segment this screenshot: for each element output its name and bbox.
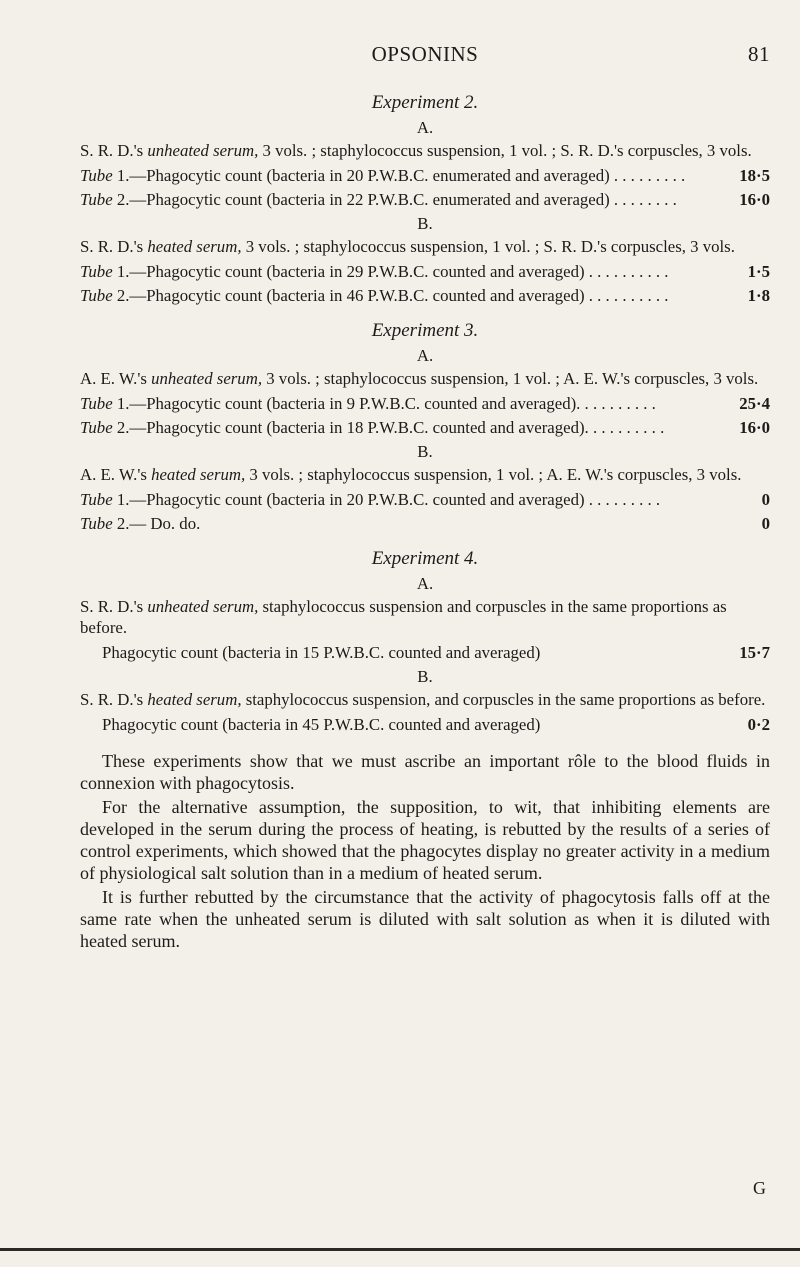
exp4-a-intro-em: unheated serum, [147, 597, 259, 616]
body-paragraph-2: For the alternative assumption, the supposition, to wit, that inhibiting elements are developed in the serum during the process of heating, is rebutted by the results of a series of control experiments, which showed that the phagocytes display no greater activity in a medium of physiological salt solution than in a medium of heated serum. [80, 797, 770, 883]
experiment-3-title: Experiment 3. [371, 320, 479, 341]
tube-label: Tube [80, 514, 113, 533]
tube-label: Tube [80, 418, 113, 437]
exp2-a-intro [80, 140, 770, 161]
tube-value: 16·0 [739, 418, 770, 437]
exp3-b-intro-em: heated serum, [151, 465, 246, 484]
count-text: Phagocytic count (bacteria in 45 P.W.B.C. counted and averaged) [102, 715, 541, 734]
exp2-b-intro-prefix: S. R. D.'s [80, 237, 148, 256]
tube-text: 1.—Phagocytic count (bacteria in 29 P.W.B.C. counted and averaged) . . . . . . . . . . [112, 262, 669, 281]
exp4-b-intro-rest: staphylococcus suspension, and corpuscles in the same proportions as before. [241, 690, 766, 709]
exp3-b-tube-2 [80, 513, 770, 534]
tube-value: 1·8 [747, 286, 770, 305]
tube-text: 2.—Phagocytic count (bacteria in 18 P.W.B.C. counted and averaged). . . . . . . . . . [112, 418, 665, 437]
running-head-title: OPSONINS [371, 42, 479, 66]
page-bottom-edge [0, 1248, 800, 1251]
tube-value: 0 [761, 514, 770, 533]
exp4-b-count [80, 714, 770, 735]
exp2-a-intro-prefix: S. R. D.'s [80, 141, 148, 160]
exp3-section-a-label: A. [416, 346, 434, 365]
exp3-a-intro [80, 368, 770, 389]
exp3-a-intro-rest: 3 vols. ; staphylococcus suspension, 1 vol. ; A. E. W.'s corpuscles, 3 vols. [262, 369, 759, 388]
exp3-a-intro-prefix: A. E. W.'s [80, 369, 152, 388]
tube-label: Tube [80, 166, 113, 185]
exp3-section-b-label: B. [417, 442, 433, 461]
exp2-a-intro-text [80, 140, 770, 161]
running-head [80, 42, 770, 72]
tube-label: Tube [80, 262, 113, 281]
page-content [80, 84, 770, 954]
exp2-b-intro-rest: 3 vols. ; staphylococcus suspension, 1 vol. ; S. R. D.'s corpuscles, 3 vols. [241, 237, 735, 256]
experiment-2-title: Experiment 2. [371, 92, 479, 113]
exp2-section-a-label: A. [416, 118, 434, 137]
tube-text: 2.—Phagocytic count (bacteria in 22 P.W.B.C. enumerated and averaged) . . . . . . . . [112, 190, 677, 209]
exp2-a-tube-2 [80, 189, 770, 210]
tube-text: 2.— Do. do. [112, 514, 201, 533]
exp2-a-intro-rest: 3 vols. ; staphylococcus suspension, 1 vol. ; S. R. D.'s corpuscles, 3 vols. [258, 141, 752, 160]
tube-label: Tube [80, 286, 113, 305]
exp2-b-intro-em: heated serum, [147, 237, 242, 256]
exp2-b-tube-1 [80, 261, 770, 282]
exp2-b-intro [80, 236, 770, 257]
page-number: 81 [748, 42, 770, 66]
count-value: 15·7 [739, 643, 770, 662]
experiment-4-title: Experiment 4. [371, 548, 479, 569]
tube-text: 1.—Phagocytic count (bacteria in 20 P.W.B.C. counted and averaged) . . . . . . . . . [112, 490, 661, 509]
exp3-b-intro-prefix: A. E. W.'s [80, 465, 152, 484]
exp2-a-intro-em: unheated serum, [147, 141, 259, 160]
tube-label: Tube [80, 190, 113, 209]
exp2-b-tube-2 [80, 285, 770, 306]
exp3-b-intro-text [80, 464, 770, 485]
count-value: 0·2 [747, 715, 770, 734]
exp4-b-intro [80, 689, 770, 710]
tube-value: 16·0 [739, 190, 770, 209]
exp3-b-intro-rest: 3 vols. ; staphylococcus suspension, 1 vol. ; A. E. W.'s corpuscles, 3 vols. [245, 465, 742, 484]
exp3-a-tube-1 [80, 393, 770, 414]
exp2-a-tube-1 [80, 165, 770, 186]
body-paragraph-1: These experiments show that we must ascribe an important rôle to the blood fluids in connexion with phagocytosis. [80, 751, 770, 793]
exp4-b-intro-em: heated serum, [147, 690, 242, 709]
exp4-a-intro-prefix: S. R. D.'s [80, 597, 148, 616]
exp3-b-intro [80, 464, 770, 485]
tube-text: 1.—Phagocytic count (bacteria in 9 P.W.B.C. counted and averaged). . . . . . . . . . [112, 394, 656, 413]
exp3-a-tube-2 [80, 417, 770, 438]
exp4-a-intro-rest: staphylococcus suspension and corpuscles in the same proportions as before. [80, 597, 727, 637]
exp3-a-intro-em: unheated serum, [151, 369, 263, 388]
signature-mark: G [753, 1178, 766, 1198]
tube-label: Tube [80, 394, 113, 413]
exp4-section-a-label: A. [416, 574, 434, 593]
exp4-b-intro-prefix: S. R. D.'s [80, 690, 148, 709]
exp2-section-b-label: B. [417, 214, 433, 233]
count-text: Phagocytic count (bacteria in 15 P.W.B.C. counted and averaged) [102, 643, 541, 662]
exp3-b-tube-1 [80, 489, 770, 510]
tube-text: 1.—Phagocytic count (bacteria in 20 P.W.B.C. enumerated and averaged) . . . . . . . . . [112, 166, 686, 185]
exp4-section-b-label: B. [417, 667, 433, 686]
exp3-a-intro-text [80, 368, 770, 389]
exp2-b-intro-text [80, 236, 770, 257]
exp4-a-intro [80, 596, 770, 638]
tube-label: Tube [80, 490, 113, 509]
tube-value: 18·5 [739, 166, 770, 185]
tube-value: 0 [761, 490, 770, 509]
body-paragraph-3: It is further rebutted by the circumstance that the activity of phagocytosis falls off at the same rate when the unheated serum is diluted with salt solution as when it is diluted with heated serum. [80, 887, 770, 951]
tube-text: 2.—Phagocytic count (bacteria in 46 P.W.B.C. counted and averaged) . . . . . . . . . . [112, 286, 669, 305]
tube-value: 1·5 [747, 262, 770, 281]
exp4-a-count [80, 642, 770, 663]
tube-value: 25·4 [739, 394, 770, 413]
